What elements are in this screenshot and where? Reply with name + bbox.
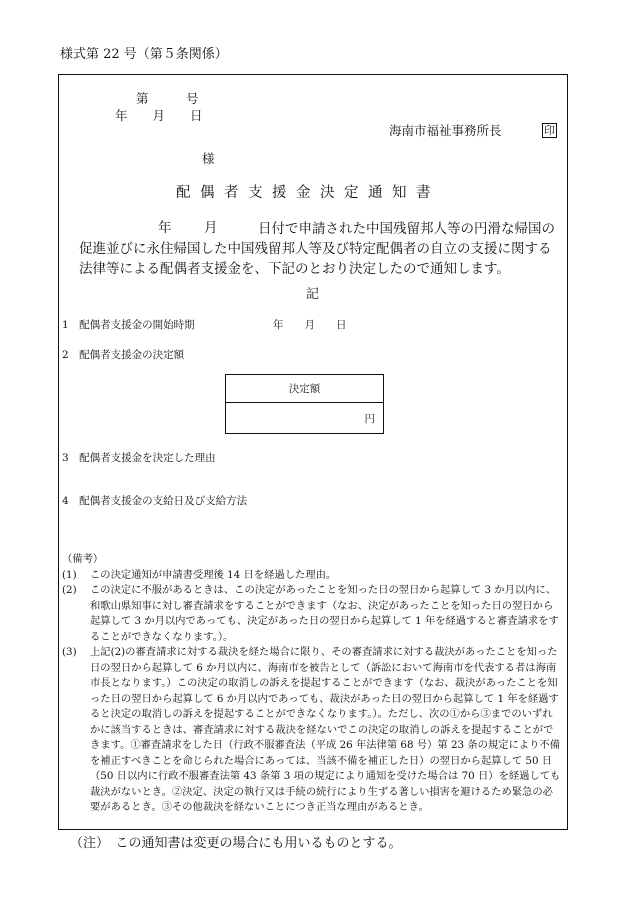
remark-row [62, 645, 562, 816]
remark-number: (3) [62, 646, 77, 658]
item-4-label: 4 配偶者支援金の支給日及び支給方法 [62, 495, 248, 507]
ki-heading: 記 [306, 287, 320, 302]
form-number: 様式第 22 号（第５条関係） [60, 47, 228, 62]
amount-unit: 円 [364, 413, 375, 425]
item-3-label: 3 配偶者支援金を決定した理由 [62, 452, 216, 464]
issue-date: 年 月 日 [115, 108, 203, 123]
item-1-label: 1 配偶者支援金の開始時期 [62, 319, 195, 331]
remarks-heading: （備考） [62, 553, 104, 565]
remark-number: (2) [62, 584, 77, 596]
remark-text: 上記(2)の審査請求に対する裁決を経た場合に限り、その審査請求に対する裁決があったことを知った日の翌日から起算して 6 か月以内に、海南市を被告として（訴訟において海南市を代表する者は海南市長となります。）この決定の取消しの訴えを提起することができます（なお、裁決があったことを知った日の翌日から起算して 6 か月以内であっても、裁決があった日の翌日から起算して 1 年を経過すると決定の取消しの訴えを提起することができなくなります。）。ただし、次の①から③までのいずれかに該当するときは、審査請求に対する裁決を経ないでこの決定の取消しの訴えを提起することができます。①審査請求をした日（行政不服審査法（平成 26 年法律第 68 号）第 23 条の規定により不備を補正すべきことを命じられた場合にあっては、当該不備を補正した日）の翌日から起算して 50 日（50 日以内に行政不服審査法第 43 条第 3 項の規定により通知を受けた場合は 70 日）を経過しても裁決がないとき。②決定、決定の執行又は手続の続行により生ずる著しい損害を避けるため緊急の必要があるとき。③その他裁決を経ないことにつき正当な理由があるとき。 [90, 646, 561, 813]
document-title: 配偶者支援金決定通知書 [176, 185, 440, 201]
body-year-label: 年 [158, 220, 172, 236]
remark-number: (1) [62, 568, 77, 581]
document-number: 第 号 [136, 91, 199, 106]
addressee-suffix: 様 [202, 151, 215, 166]
body-text: 日付で申請された中国残留邦人等の円滑な帰国の促進並びに永住帰国した中国残留邦人等及び特定配偶者の自立の支援に関する法律等による配偶者支援金を、下記のとおり決定したので通知します。 [79, 221, 555, 277]
footnote: （注） この通知書は変更の場合にも用いるものとする。 [70, 836, 402, 851]
item-1-value: 年 月 日 [273, 319, 347, 331]
remarks-section [62, 552, 562, 816]
amount-table-header: 決定額 [226, 375, 383, 403]
issuer-name: 海南市福祉事務所長 [389, 123, 502, 138]
remark-text: この決定に不服があるときは、この決定があったことを知った日の翌日から起算して 3 か月以内に、和歌山県知事に対し審査請求をすることができます（なお、決定があったことを知った日の翌日から起算して 3 か月以内であっても、決定があった日の翌日から起算して 1 年を経過すると審査請求をすることができなくなります。）。 [90, 584, 559, 643]
body-month-label: 月 [204, 220, 218, 236]
remark-row [62, 583, 562, 645]
item-2-label: 2 配偶者支援金の決定額 [62, 349, 185, 361]
seal-mark: 印 [544, 124, 555, 137]
remark-row [62, 568, 562, 584]
amount-table [225, 374, 384, 434]
remark-text: この決定通知が申請書受理後 14 日を経過した理由。 [90, 568, 337, 581]
